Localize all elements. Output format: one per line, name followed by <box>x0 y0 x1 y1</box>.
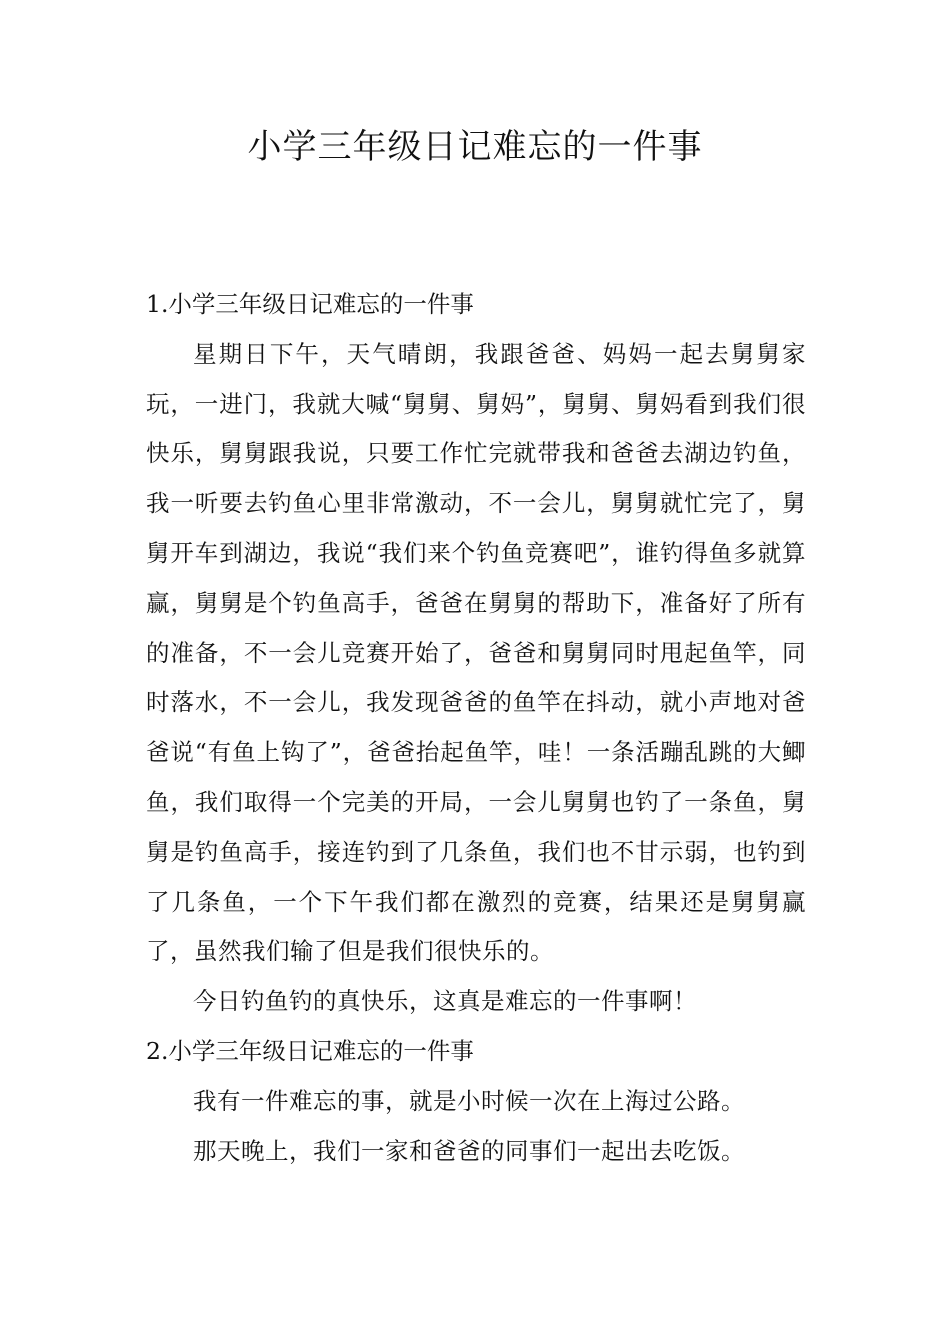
section-heading: 1.小学三年级日记难忘的一件事 <box>146 290 474 318</box>
body-paragraph: 星期日下午，天气晴朗，我跟爸爸、妈妈一起去舅舅家玩，一进门，我就大喊“舅舅、舅妈”，舅舅、舅妈看到我们很快乐，舅舅跟我说，只要工作忙完就带我和爸爸去湖边钓鱼，我一听要去钓鱼心里非常激动，不一会儿，舅舅就忙完了，舅舅开车到湖边，我说“我们来个钓鱼竞赛吧”，谁钓得鱼多就算赢，舅舅是个钓鱼高手，爸爸在舅舅的帮助下，准备好了所有的准备，不一会儿竞赛开始了，爸爸和舅舅同时甩起鱼竿，同时落水，不一会儿，我发现爸爸的鱼竿在抖动，就小声地对爸爸说“有鱼上钩了”，爸爸抬起鱼竿，哇！一条活蹦乱跳的大鲫鱼，我们取得一个完美的开局，一会儿舅舅也钓了一条鱼，舅舅是钓鱼高手，接连钓到了几条鱼，我们也不甘示弱，也钓到了几条鱼，一个下午我们都在激烈的竞赛，结果还是舅舅赢了，虽然我们输了但是我们很快乐的。 <box>146 339 806 966</box>
document-body <box>146 280 806 1176</box>
body-paragraph: 我有一件难忘的事，就是小时候一次在上海过公路。 <box>193 1086 745 1115</box>
body-paragraph: 今日钓鱼钓的真快乐，这真是难忘的一件事啊！ <box>193 987 697 1016</box>
section-heading: 2.小学三年级日记难忘的一件事 <box>146 1036 474 1065</box>
document-title: 小学三年级日记难忘的一件事 <box>247 127 703 167</box>
diary-section-1 <box>146 280 806 1027</box>
body-paragraph: 那天晚上，我们一家和爸爸的同事们一起出去吃饭。 <box>193 1136 745 1165</box>
diary-section-2 <box>146 1027 806 1176</box>
